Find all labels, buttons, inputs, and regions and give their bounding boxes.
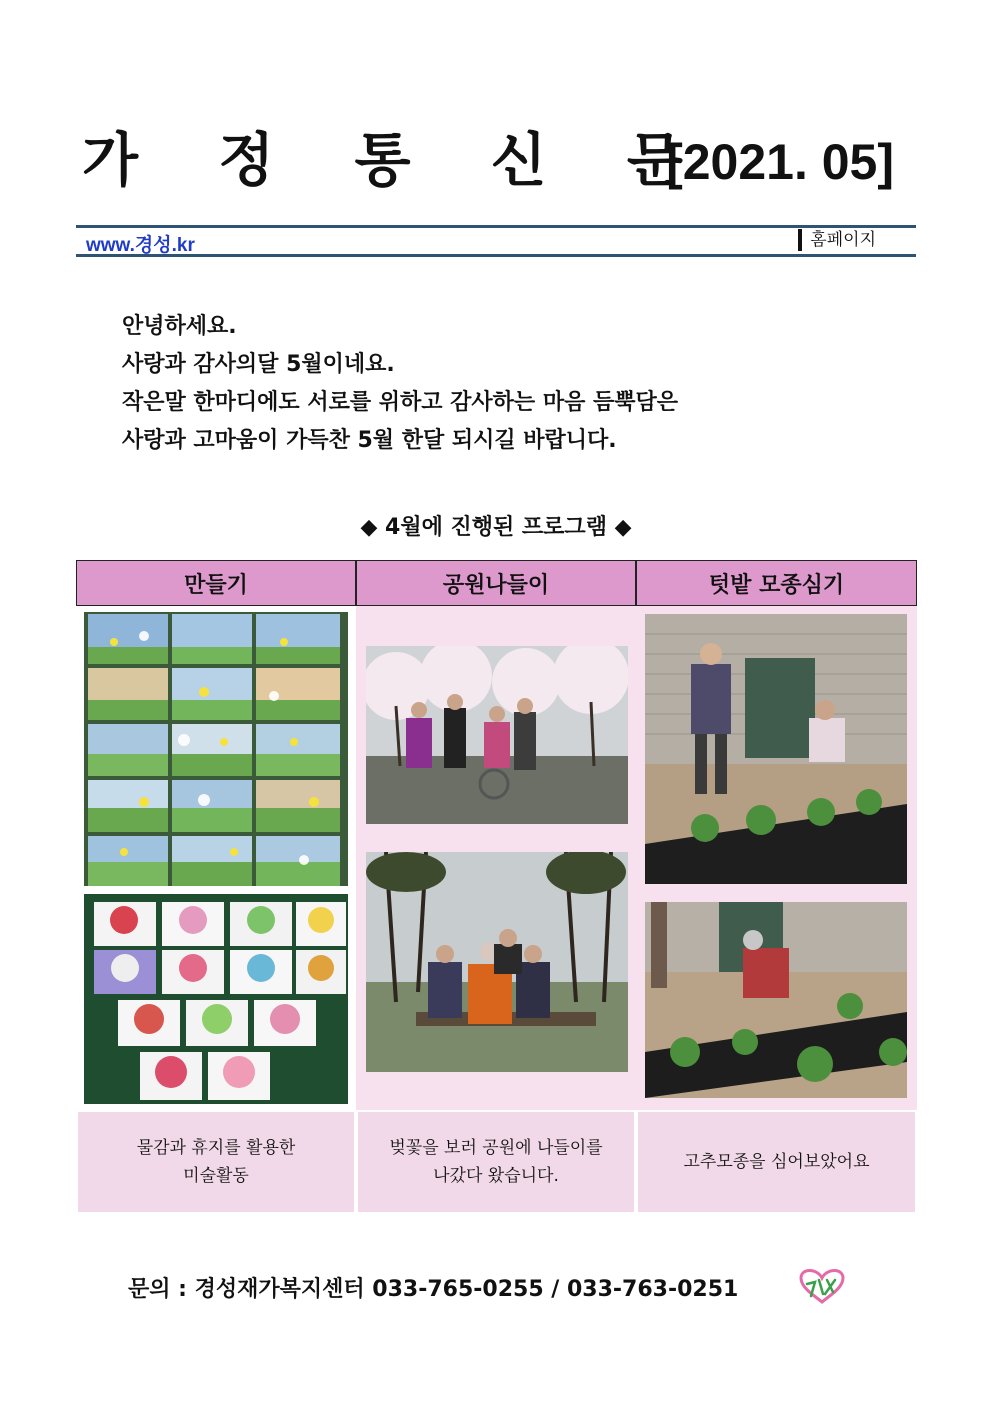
program-header: 공원나들이 [356, 560, 636, 606]
greeting-line: 안녕하세요. [122, 314, 237, 339]
planting-seedlings-photo [645, 614, 907, 884]
program-photos [636, 606, 917, 1110]
garden-planting-photo [645, 902, 907, 1098]
program-caption: 물감과 휴지를 활용한 미술활동 [78, 1112, 354, 1212]
bench-group-photo [366, 852, 628, 1072]
program-table [76, 560, 917, 1212]
program-photos [356, 606, 636, 1110]
newsletter-title: 가 정 통 신 문 [82, 126, 713, 194]
program-column-garden-planting [636, 560, 917, 1212]
program-section-title: ◆ 4월에 진행된 프로그램 ◆ [360, 515, 632, 540]
program-column-crafts [76, 560, 356, 1212]
issue-date: [2021. 05] [666, 134, 894, 190]
website-link[interactable]: www.경성.kr [86, 235, 195, 256]
tissue-tree-art-photo [84, 894, 348, 1104]
homepage-label: 홈페이지 [798, 229, 876, 251]
cherry-blossom-group-photo [366, 646, 628, 824]
greeting-text [122, 308, 678, 460]
program-caption: 벚꽃을 보러 공원에 나들이를 나갔다 왔습니다. [358, 1112, 634, 1212]
greeting-line: 사랑과 감사의달 5월이네요. [122, 352, 395, 377]
program-column-park-outing [356, 560, 636, 1212]
program-header: 텃밭 모종심기 [636, 560, 917, 606]
greeting-line: 작은말 한마디에도 서로를 위하고 감사하는 마음 듬뿍담은 [122, 390, 679, 415]
website-bar [76, 225, 916, 257]
program-header: 만들기 [76, 560, 356, 606]
greeting-line: 사랑과 고마움이 가득찬 5월 한달 되시길 바랍니다. [122, 428, 617, 453]
dandelion-paintings-photo [84, 612, 348, 886]
center-logo [793, 1266, 851, 1304]
program-photos [76, 606, 356, 1110]
program-caption: 고추모종을 심어보았어요 [638, 1112, 915, 1212]
contact-info: 문의 : 경성재가복지센터 033-765-0255 / 033-763-0251 [128, 1277, 739, 1302]
